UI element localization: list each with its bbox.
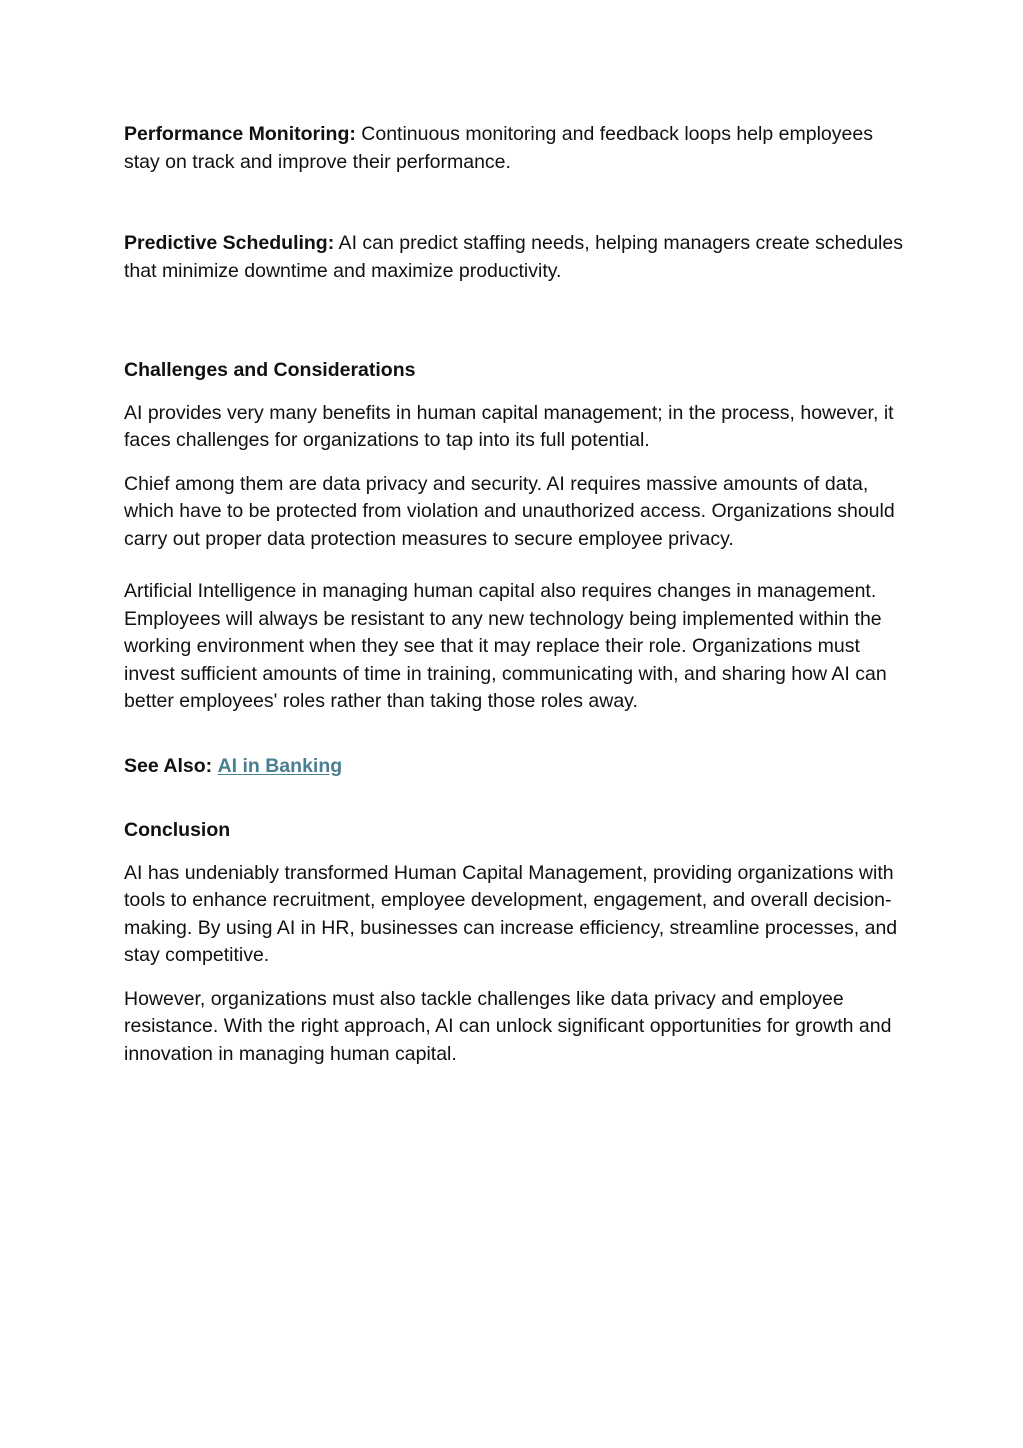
challenges-paragraph-1: AI provides very many benefits in human capital management; in the process, however, it faces challenges for organizations to tap into its full potential. — [124, 401, 894, 451]
document-page — [124, 121, 904, 1068]
conclusion-paragraph-2: However, organizations must also tackle challenges like data privacy and employee resistance. With the right approach, AI can unlock significant opportunities for growth and innovation in managing human capital. — [124, 987, 892, 1065]
ai-in-banking-link[interactable]: AI in Banking — [217, 754, 343, 777]
challenges-heading: Challenges and Considerations — [124, 359, 416, 381]
see-also-line — [124, 753, 904, 781]
performance-monitoring-paragraph — [124, 121, 904, 176]
conclusion-paragraph-1: AI has undeniably transformed Human Capital Management, providing organizations with tools to enhance recruitment, employee development, engagement, and overall decision-making. By using AI in HR, businesses can increase efficiency, streamline processes, and stay competitive. — [124, 861, 898, 966]
challenges-paragraph-2: Chief among them are data privacy and security. AI requires massive amounts of data, which have to be protected from violation and unauthorized access. Organizations should carry out proper data protection measures to secure employee privacy. — [124, 472, 895, 550]
challenges-paragraph-3: Artificial Intelligence in managing human capital also requires changes in management. Employees will always be resistant to any new technology being implemented within the working environment when they see that it may replace their role. Organizations must invest sufficient amounts of time in training, communicating with, and sharing how AI can better employees' roles rather than taking those roles away. — [124, 580, 887, 712]
predictive-scheduling-paragraph — [124, 230, 904, 285]
performance-monitoring-label: Performance Monitoring: — [124, 123, 356, 145]
predictive-scheduling-label: Predictive Scheduling: — [124, 232, 335, 254]
see-also-label: See Also: — [124, 754, 213, 777]
conclusion-heading: Conclusion — [124, 819, 231, 841]
predictive-scheduling-text: AI can predict staffing needs, helping managers create schedules that minimize downtime and maximize productivity. — [124, 232, 903, 282]
performance-monitoring-text: Continuous monitoring and feedback loops help employees stay on track and improve their performance. — [124, 123, 873, 173]
